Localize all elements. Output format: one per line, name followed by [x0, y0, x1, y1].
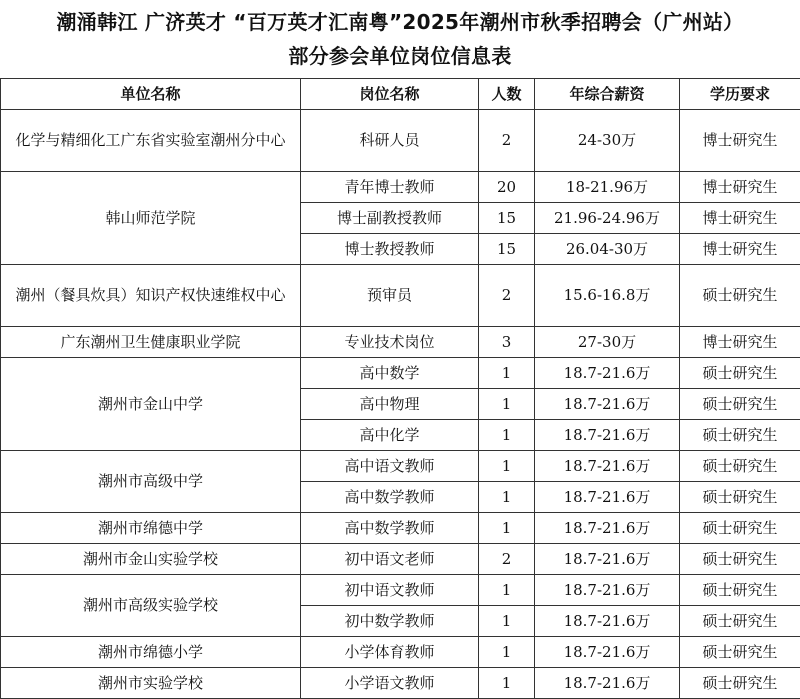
position-cell: 预审员 [301, 265, 479, 327]
position-cell: 高中语文教师 [301, 451, 479, 482]
position-cell: 高中数学教师 [301, 513, 479, 544]
document-title [0, 0, 800, 78]
education-cell: 博士研究生 [680, 172, 800, 203]
table-row [1, 265, 800, 327]
count-cell: 20 [479, 172, 535, 203]
count-cell: 1 [479, 575, 535, 606]
education-cell: 硕士研究生 [680, 668, 800, 699]
salary-cell: 18.7-21.6万 [535, 668, 680, 699]
education-cell: 硕士研究生 [680, 513, 800, 544]
header-education: 学历要求 [680, 79, 800, 110]
position-cell: 博士教授教师 [301, 234, 479, 265]
position-cell: 科研人员 [301, 110, 479, 172]
table-header-row [1, 79, 800, 110]
unit-cell: 韩山师范学院 [1, 172, 301, 265]
unit-cell: 潮州市高级实验学校 [1, 575, 301, 637]
table-row [1, 172, 800, 203]
education-cell: 博士研究生 [680, 327, 800, 358]
count-cell: 1 [479, 513, 535, 544]
salary-cell: 18-21.96万 [535, 172, 680, 203]
education-cell: 硕士研究生 [680, 358, 800, 389]
header-salary: 年综合薪资 [535, 79, 680, 110]
position-cell: 高中化学 [301, 420, 479, 451]
salary-cell: 15.6-16.8万 [535, 265, 680, 327]
salary-cell: 26.04-30万 [535, 234, 680, 265]
table-row [1, 110, 800, 172]
unit-cell: 潮州市实验学校 [1, 668, 301, 699]
unit-cell: 潮州市绵德中学 [1, 513, 301, 544]
position-cell: 小学语文教师 [301, 668, 479, 699]
count-cell: 1 [479, 451, 535, 482]
table-row [1, 513, 800, 544]
title-line-2: 部分参会单位岗位信息表 [0, 40, 800, 69]
education-cell: 硕士研究生 [680, 420, 800, 451]
position-cell: 专业技术岗位 [301, 327, 479, 358]
unit-cell: 潮州市金山实验学校 [1, 544, 301, 575]
education-cell: 博士研究生 [680, 110, 800, 172]
salary-cell: 18.7-21.6万 [535, 358, 680, 389]
position-cell: 高中数学 [301, 358, 479, 389]
salary-cell: 21.96-24.96万 [535, 203, 680, 234]
position-cell: 初中语文老师 [301, 544, 479, 575]
header-unit: 单位名称 [1, 79, 301, 110]
count-cell: 1 [479, 668, 535, 699]
education-cell: 博士研究生 [680, 234, 800, 265]
salary-cell: 18.7-21.6万 [535, 389, 680, 420]
unit-cell: 广东潮州卫生健康职业学院 [1, 327, 301, 358]
education-cell: 硕士研究生 [680, 575, 800, 606]
position-cell: 博士副教授教师 [301, 203, 479, 234]
unit-cell: 潮州市绵德小学 [1, 637, 301, 668]
table-row [1, 451, 800, 482]
count-cell: 2 [479, 110, 535, 172]
education-cell: 硕士研究生 [680, 544, 800, 575]
education-cell: 博士研究生 [680, 203, 800, 234]
unit-cell: 潮州（餐具炊具）知识产权快速维权中心 [1, 265, 301, 327]
table-row [1, 637, 800, 668]
header-count: 人数 [479, 79, 535, 110]
position-cell: 初中数学教师 [301, 606, 479, 637]
count-cell: 15 [479, 203, 535, 234]
count-cell: 1 [479, 482, 535, 513]
education-cell: 硕士研究生 [680, 482, 800, 513]
position-cell: 初中语文教师 [301, 575, 479, 606]
count-cell: 2 [479, 265, 535, 327]
salary-cell: 27-30万 [535, 327, 680, 358]
count-cell: 1 [479, 389, 535, 420]
salary-cell: 18.7-21.6万 [535, 513, 680, 544]
count-cell: 3 [479, 327, 535, 358]
unit-cell: 潮州市金山中学 [1, 358, 301, 451]
count-cell: 1 [479, 606, 535, 637]
table-row [1, 544, 800, 575]
header-position: 岗位名称 [301, 79, 479, 110]
salary-cell: 18.7-21.6万 [535, 420, 680, 451]
table-row [1, 575, 800, 606]
title-line-1: 潮涌韩江 广济英才 “百万英才汇南粤”2025年潮州市秋季招聘会（广州站） [0, 6, 800, 35]
education-cell: 硕士研究生 [680, 451, 800, 482]
count-cell: 1 [479, 637, 535, 668]
salary-cell: 18.7-21.6万 [535, 451, 680, 482]
salary-cell: 18.7-21.6万 [535, 575, 680, 606]
education-cell: 硕士研究生 [680, 637, 800, 668]
count-cell: 15 [479, 234, 535, 265]
salary-cell: 24-30万 [535, 110, 680, 172]
positions-table [0, 78, 800, 699]
position-cell: 小学体育教师 [301, 637, 479, 668]
count-cell: 1 [479, 420, 535, 451]
education-cell: 硕士研究生 [680, 389, 800, 420]
salary-cell: 18.7-21.6万 [535, 637, 680, 668]
table-row [1, 668, 800, 699]
education-cell: 硕士研究生 [680, 265, 800, 327]
count-cell: 2 [479, 544, 535, 575]
count-cell: 1 [479, 358, 535, 389]
position-cell: 青年博士教师 [301, 172, 479, 203]
salary-cell: 18.7-21.6万 [535, 606, 680, 637]
education-cell: 硕士研究生 [680, 606, 800, 637]
table-row [1, 358, 800, 389]
table-row [1, 327, 800, 358]
unit-cell: 潮州市高级中学 [1, 451, 301, 513]
unit-cell: 化学与精细化工广东省实验室潮州分中心 [1, 110, 301, 172]
salary-cell: 18.7-21.6万 [535, 544, 680, 575]
salary-cell: 18.7-21.6万 [535, 482, 680, 513]
position-cell: 高中物理 [301, 389, 479, 420]
position-cell: 高中数学教师 [301, 482, 479, 513]
